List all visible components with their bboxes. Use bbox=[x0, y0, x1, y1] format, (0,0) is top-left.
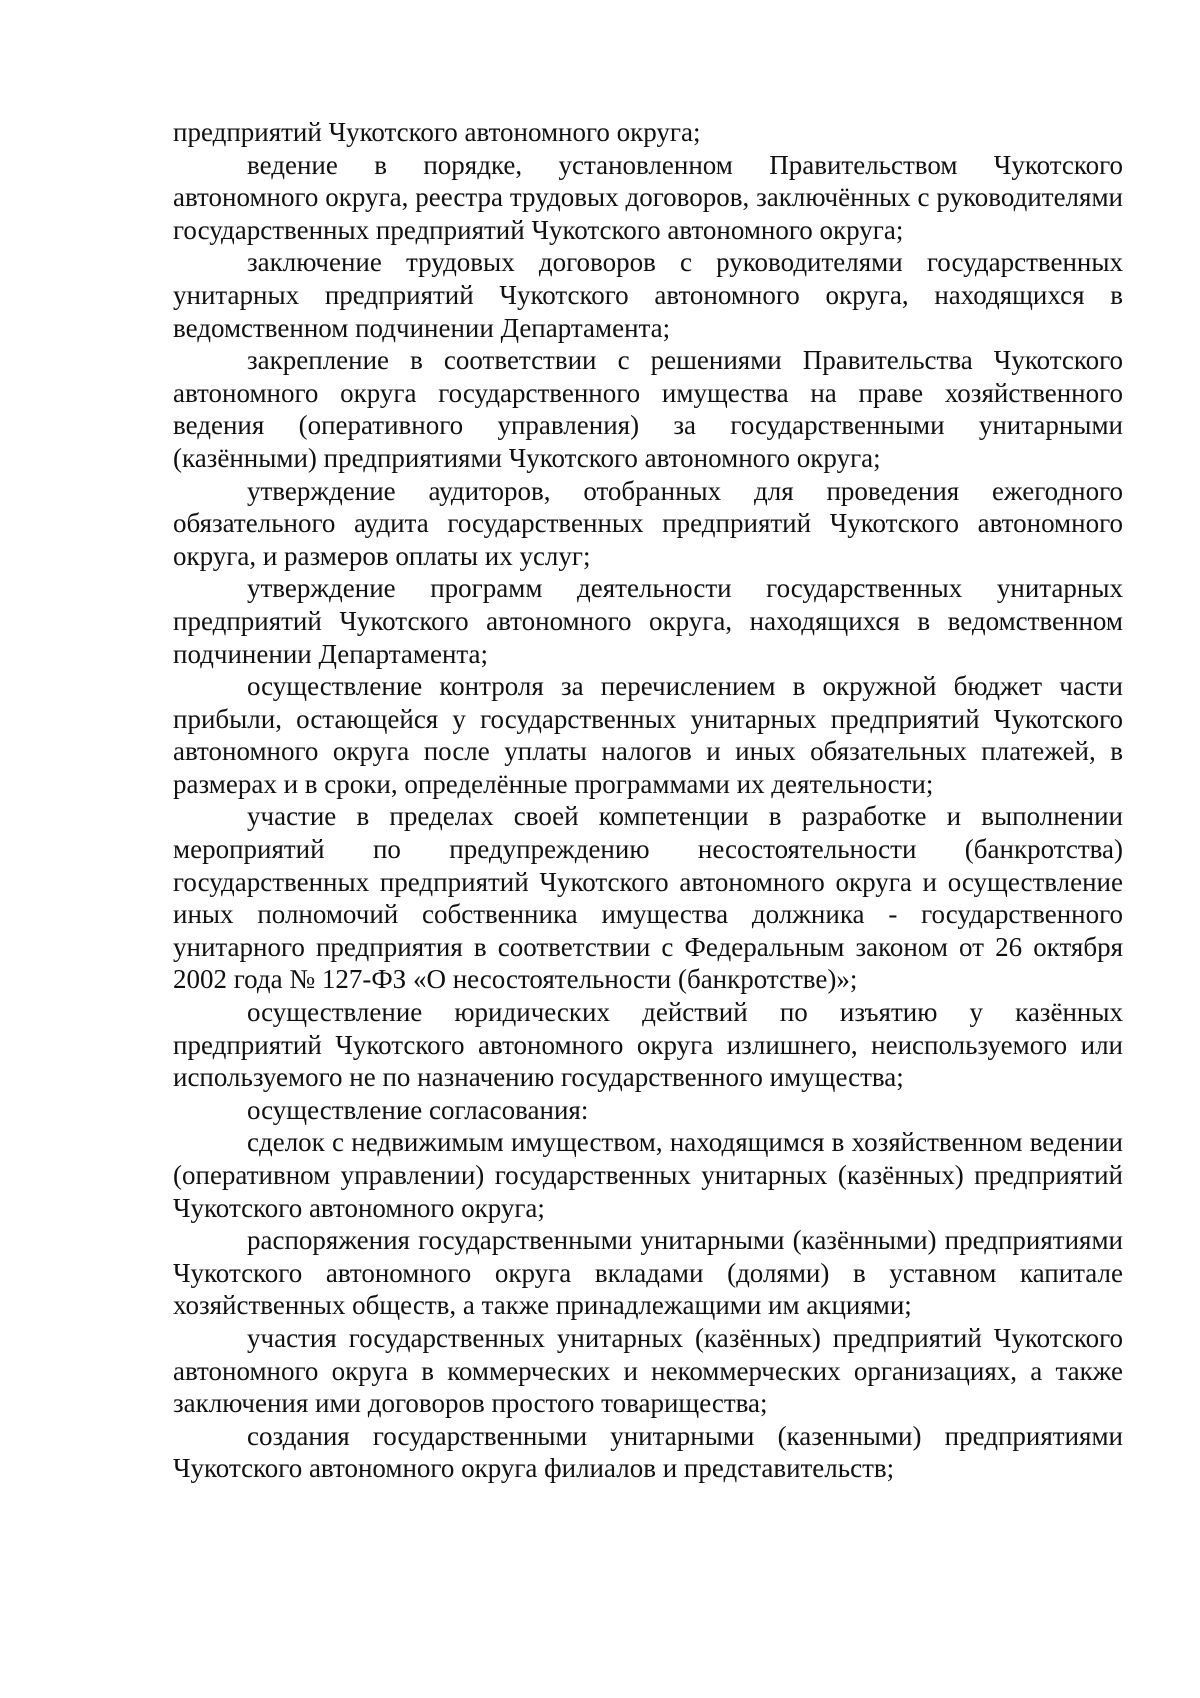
paragraph-branches-creation: создания государственными унитарными (казенными) предприятиями Чукотского автономного округа филиалов и представительств; bbox=[173, 1420, 1123, 1484]
paragraph-activity-programs: утверждение программ деятельности государственных унитарных предприятий Чукотского автономного округа, находящихся в ведомственном подчинении Департамента; bbox=[173, 573, 1123, 669]
paragraph-shares-disposal: распоряжения государственными унитарными (казёнными) предприятиями Чукотского автономного округа вкладами (долями) в уставном капитале хозяйственных обществ, а также принадлежащими им акциями; bbox=[173, 1225, 1123, 1321]
paragraph-real-estate-deals: сделок с недвижимым имуществом, находящимся в хозяйственном ведении (оперативном управлении) государственных унитарных (казённых) предприятий Чукотского автономного округа; bbox=[173, 1127, 1123, 1223]
paragraph-labor-contracts: заключение трудовых договоров с руководителями государственных унитарных предприятий Чукотского автономного округа, находящихся в ведомственном подчинении Департамента; bbox=[173, 247, 1123, 343]
paragraph-approval-heading: осуществление согласования: bbox=[247, 1094, 589, 1125]
document-body bbox=[173, 116, 1123, 1485]
paragraph-bankruptcy-prevention: участие в пределах своей компетенции в разработке и выполнении мероприятий по предупреждению несостоятельности (банкротства) государственных предприятий Чукотского автономного округа и осуществление иных полномочий собственника имущества должника - государственного унитарного предприятия в соответствии с Федеральным законом от 26 октября 2002 года № 127-ФЗ «О несостоятельности (банкротстве)»; bbox=[173, 801, 1123, 995]
paragraph-profit-control: осуществление контроля за перечислением в окружной бюджет части прибыли, остающейся у государственных унитарных предприятий Чукотского автономного округа после уплаты налогов и иных обязательных платежей, в размерах и в сроки, определённые программами их деятельности; bbox=[173, 671, 1123, 799]
paragraph-contract-registry: ведение в порядке, установленном Правительством Чукотского автономного округа, реестра трудовых договоров, заключённых с руководителями государственных предприятий Чукотского автономного округа; bbox=[173, 149, 1123, 245]
paragraph-property-withdrawal: осуществление юридических действий по изъятию у казённых предприятий Чукотского автономного округа излишнего, неиспользуемого или используемого не по назначению государственного имущества; bbox=[173, 997, 1123, 1093]
paragraph-auditors-approval: утверждение аудиторов, отобранных для проведения ежегодного обязательного аудита государственных предприятий Чукотского автономного округа, и размеров оплаты их услуг; bbox=[173, 475, 1123, 571]
paragraph-organizations-participation: участия государственных унитарных (казённых) предприятий Чукотского автономного округа в коммерческих и некоммерческих организациях, а также заключения ими договоров простого товарищества; bbox=[173, 1322, 1123, 1419]
paragraph-continuation: предприятий Чукотского автономного округа; bbox=[173, 117, 701, 147]
paragraph-property-assignment: закрепление в соответствии с решениями Правительства Чукотского автономного округа государственного имущества на праве хозяйственного ведения (оперативного управления) за государственными унитарными (казёнными) предприятиями Чукотского автономного округа; bbox=[173, 345, 1123, 473]
